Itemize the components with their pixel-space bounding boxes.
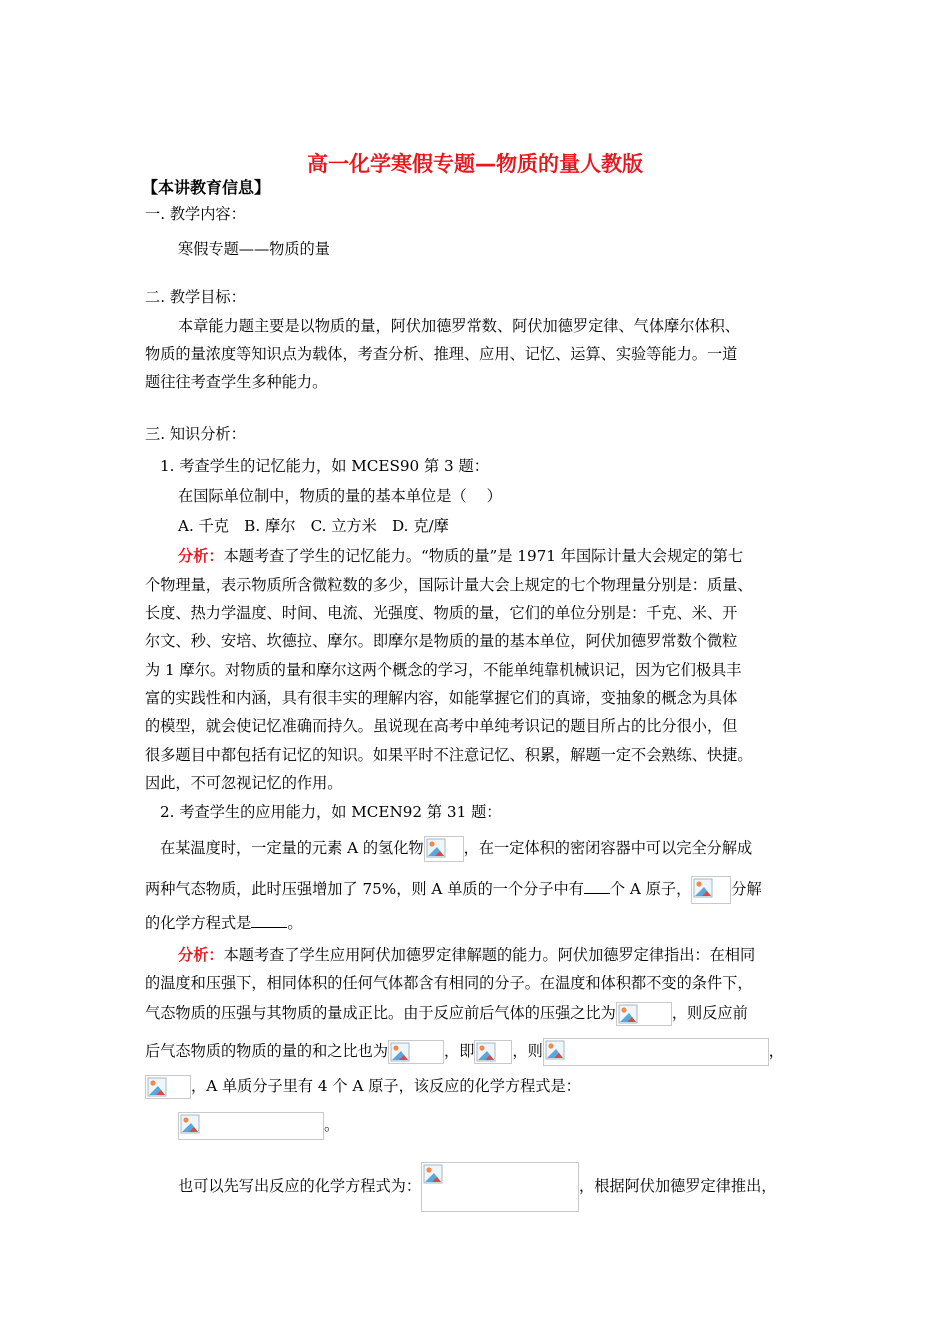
formula-image-icon xyxy=(474,1040,512,1064)
question-2-heading: 2. 考查学生的应用能力，如 MCEN92 第 31 题： xyxy=(160,803,502,821)
section-2-line-2: 物质的量浓度等知识点为载体，考查分析、推理、应用、记忆、运算、实验等能力。一道 xyxy=(145,345,738,363)
analysis-text: ，则反应前 xyxy=(671,1004,748,1022)
stem-text: 个 A 原子， xyxy=(609,880,692,898)
analysis-text: 本题考查了学生应用阿伏加德罗定律解题的能力。阿伏加德罗定律指出：在相同 xyxy=(223,946,756,964)
stem-text: 两种气态物质，此时压强增加了 75%，则 A 单质的一个分子中有 xyxy=(145,880,584,898)
analysis-text: 气态物质的压强与其物质的量成正比。由于反应前后气体的压强之比为 xyxy=(145,1004,616,1022)
question-1-stem: 在国际单位制中，物质的量的基本单位是（ ） xyxy=(178,487,502,505)
section-1-body: 寒假专题——物质的量 xyxy=(178,240,330,258)
question-2-stem-line-2 xyxy=(145,876,762,904)
analysis-1-line-4: 尔文、秒、安培、坎德拉、摩尔。即摩尔是物质的量的基本单位，阿伏加德罗常数个微粒 xyxy=(145,632,738,650)
formula-image-icon xyxy=(691,876,731,904)
formula-image-icon xyxy=(388,1040,444,1064)
analysis-1-line-6: 富的实践性和内涵，具有很丰实的理解内容，如能掌握它们的真谛，变抽象的概念为具体 xyxy=(145,689,738,707)
analysis-label: 分析： xyxy=(178,946,224,964)
question-1-heading: 1. 考查学生的记忆能力，如 MCES90 第 3 题： xyxy=(160,457,489,475)
formula-image-icon xyxy=(616,1002,672,1026)
analysis-1-line-8: 很多题目中都包括有记忆的知识。如果平时不注意记忆、积累，解题一定不会熟练、快捷。 xyxy=(145,746,753,764)
question-2-stem-line-3 xyxy=(145,913,303,933)
formula-image-icon xyxy=(178,1112,324,1140)
analysis-text: 也可以先写出反应的化学方程式为： xyxy=(178,1177,421,1195)
analysis-1-line-5: 为 1 摩尔。对物质的量和摩尔这两个概念的学习，不能单纯靠机械识记，因为它们极具丰 xyxy=(145,661,742,679)
stem-text: 分解 xyxy=(731,880,762,898)
analysis-2-line-5 xyxy=(145,1075,581,1099)
stem-text: ，在一定体积的密闭容器中可以完全分解成 xyxy=(463,839,753,857)
analysis-1-line-1 xyxy=(178,546,743,566)
info-header: 【本讲教育信息】 xyxy=(142,178,271,197)
analysis-label: 分析： xyxy=(178,547,224,565)
analysis-1-line-2: 个物理量，表示物质所含微粒数的多少，国际计量大会上规定的七个物理量分别是：质量、 xyxy=(145,576,753,594)
section-1-heading: 一. 教学内容： xyxy=(145,205,246,223)
section-2-heading: 二. 教学目标： xyxy=(145,288,246,306)
document-title: 高一化学寒假专题—物质的量人教版 xyxy=(307,152,643,176)
analysis-text: ，即 xyxy=(444,1042,475,1060)
section-2-line-1: 本章能力题主要是以物质的量，阿伏加德罗常数、阿伏加德罗定律、气体摩尔体积、 xyxy=(178,317,740,335)
question-2-stem-line-1 xyxy=(160,836,752,862)
section-2-line-3: 题往往考查学生多种能力。 xyxy=(145,373,328,391)
stem-text: 的化学方程式是 xyxy=(145,914,252,932)
answer-blank[interactable] xyxy=(584,893,610,894)
analysis-2-line-2: 的温度和压强下，相同体积的任何气体都含有相同的分子。在温度和体积都不变的条件下， xyxy=(145,974,753,992)
analysis-text: ， xyxy=(768,1042,784,1060)
formula-image-icon xyxy=(543,1038,769,1066)
analysis-text: ，A 单质分子里有 4 个 A 原子，该反应的化学方程式是： xyxy=(191,1077,581,1095)
formula-image-icon xyxy=(424,836,464,862)
analysis-2-line-7 xyxy=(178,1162,776,1212)
analysis-2-line-1 xyxy=(178,945,755,965)
analysis-text: 本题考查了学生的记忆能力。“物质的量”是 1971 年国际计量大会规定的第七 xyxy=(223,547,744,565)
formula-image-icon xyxy=(421,1162,579,1212)
analysis-text: 。 xyxy=(324,1116,340,1134)
analysis-2-line-6 xyxy=(178,1112,339,1140)
stem-text: 在某温度时，一定量的元素 A 的氢化物 xyxy=(160,839,424,857)
analysis-1-line-3: 长度、热力学温度、时间、电流、光强度、物质的量，它们的单位分别是：千克、米、开 xyxy=(145,604,738,622)
analysis-text: ，根据阿伏加德罗定律推出， xyxy=(579,1177,777,1195)
analysis-2-line-4 xyxy=(145,1038,784,1066)
analysis-text: ，则 xyxy=(512,1042,543,1060)
analysis-text: 后气态物质的物质的量的和之比也为 xyxy=(145,1042,388,1060)
section-3-heading: 三. 知识分析： xyxy=(145,425,246,443)
formula-image-icon xyxy=(145,1075,191,1099)
stem-text: 。 xyxy=(287,914,303,932)
analysis-1-line-7: 的模型，就会使记忆准确而持久。虽说现在高考中单纯考识记的题目所占的比分很小，但 xyxy=(145,717,738,735)
question-1-options: A. 千克 B. 摩尔 C. 立方米 D. 克/摩 xyxy=(178,517,449,535)
analysis-2-line-3 xyxy=(145,1002,748,1026)
analysis-1-line-9: 因此，不可忽视记忆的作用。 xyxy=(145,774,343,792)
answer-blank[interactable] xyxy=(251,927,287,928)
